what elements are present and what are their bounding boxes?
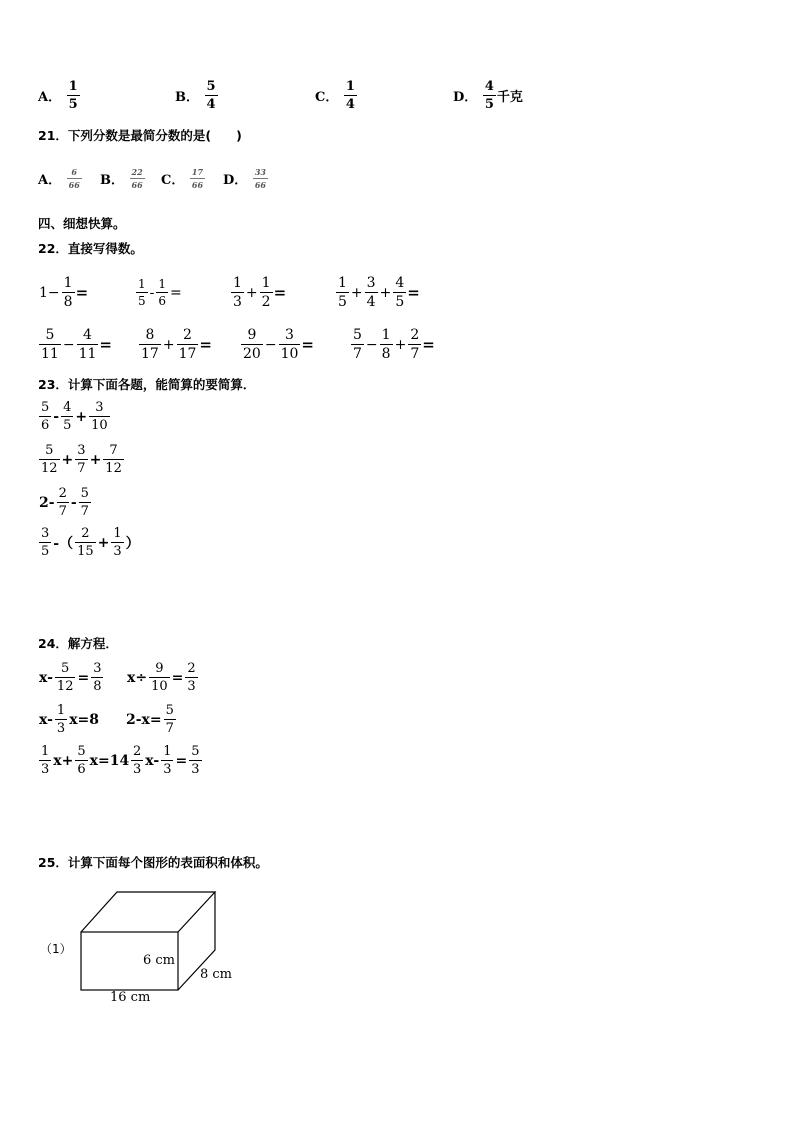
- q21-option-d: D． $\frac{33}{66}$: [223, 167, 266, 190]
- operator: +: [350, 284, 363, 301]
- fraction: $\frac{6}{66}$: [68, 167, 80, 190]
- q20-option-a: [38, 80, 81, 111]
- fraction: $\frac{1}{5}$: [68, 79, 78, 112]
- q24-equation-1: [38, 662, 104, 693]
- operator: =: [175, 752, 188, 769]
- fraction: [279, 328, 301, 361]
- denominator: 10: [280, 346, 299, 362]
- fraction: [149, 662, 170, 693]
- q24-equation-3: [38, 704, 100, 735]
- denominator: 10: [91, 418, 108, 433]
- option-label: D．: [453, 90, 478, 105]
- fraction: [231, 276, 244, 309]
- fraction: [111, 527, 123, 558]
- denominator: 3: [163, 762, 172, 777]
- q22-expr-4: [335, 276, 420, 309]
- denominator: 12: [56, 679, 74, 694]
- fraction: [62, 276, 75, 309]
- fraction: [55, 704, 67, 735]
- fraction: [185, 662, 197, 693]
- operator: +: [379, 284, 392, 301]
- fraction: [161, 745, 173, 776]
- denominator: 2: [261, 294, 271, 310]
- q23-expr-3: [38, 487, 92, 518]
- numerator: 2: [133, 744, 142, 759]
- denominator: 15: [77, 544, 94, 559]
- operator: -: [149, 284, 155, 301]
- operator: x=14: [89, 752, 130, 769]
- numerator: 1: [338, 275, 347, 291]
- q22-expr-6: [138, 328, 212, 361]
- fraction: $\frac{22}{66}$: [131, 167, 143, 190]
- question-23-title: 23．计算下面各题，能简算的要简算．: [38, 377, 256, 392]
- fraction: [39, 444, 60, 475]
- denominator: 5: [338, 294, 347, 310]
- numerator: 3: [95, 400, 104, 415]
- q23-expr-2: [38, 444, 125, 475]
- denominator: 5: [395, 294, 405, 310]
- q24-equation-5: [38, 745, 130, 776]
- equals-sign: =: [422, 335, 435, 354]
- fraction: [136, 278, 148, 307]
- option-label: C．: [315, 90, 339, 105]
- numerator: 5: [77, 744, 86, 759]
- denominator: 12: [105, 461, 122, 476]
- denominator: 10: [151, 679, 168, 694]
- fraction: [55, 662, 76, 693]
- denominator: 5: [63, 418, 72, 433]
- operator: +: [75, 408, 88, 425]
- fraction: [351, 328, 364, 361]
- fraction: [79, 487, 91, 518]
- denominator: 3: [56, 721, 66, 736]
- numerator: 1: [163, 744, 172, 759]
- numerator: 1: [381, 327, 391, 343]
- numerator: 1: [56, 703, 66, 718]
- numerator: 5: [41, 400, 50, 415]
- numerator: 5: [45, 327, 55, 343]
- cuboid-figure: [70, 885, 250, 1010]
- operator: x-: [39, 669, 53, 686]
- numerator: 9: [247, 327, 257, 343]
- fraction: [39, 527, 51, 558]
- numerator: 8: [145, 327, 155, 343]
- fraction: [131, 745, 143, 776]
- option-label: A．: [38, 90, 62, 105]
- denominator: 7: [353, 346, 362, 362]
- q21-option-a: A． $\frac{6}{66}$: [38, 167, 80, 190]
- question-24-title: 24．解方程．: [38, 636, 118, 651]
- numerator: 1: [113, 526, 122, 541]
- numerator: 1: [233, 275, 242, 291]
- fraction: [89, 401, 110, 432]
- denominator: 17: [141, 346, 159, 362]
- operator: +: [394, 336, 407, 353]
- fraction: [393, 276, 406, 309]
- fraction: [260, 276, 273, 309]
- operator: x-: [39, 711, 53, 728]
- numerator: 2: [187, 661, 196, 676]
- numerator: 1: [261, 275, 271, 291]
- denominator: 3: [133, 762, 142, 777]
- operator: 1−: [39, 284, 60, 301]
- denominator: 7: [77, 461, 86, 476]
- height-label: 6 cm: [143, 953, 176, 968]
- fraction: [75, 527, 96, 558]
- denominator: 6: [158, 294, 167, 308]
- numerator: 5: [165, 703, 174, 718]
- fraction: [75, 444, 87, 475]
- q22-expr-7: [240, 328, 314, 361]
- cuboid-top-face: [81, 892, 215, 932]
- operator: +: [162, 336, 175, 353]
- numerator: 2: [183, 327, 192, 343]
- fraction: [380, 328, 393, 361]
- fraction: [177, 328, 199, 361]
- fraction: [408, 328, 421, 361]
- operator: -: [70, 494, 77, 511]
- denominator: 3: [41, 762, 50, 777]
- question-21-title: 21．下列分数是最简分数的是( ): [38, 128, 242, 143]
- equals-sign: =: [99, 335, 112, 354]
- fraction: [139, 328, 161, 361]
- q24-equation-6: [130, 745, 203, 776]
- operator: -: [53, 408, 60, 425]
- operator: 2-: [39, 494, 55, 511]
- equals-sign: =: [301, 335, 314, 354]
- fraction: $\frac{33}{66}$: [254, 167, 266, 190]
- numerator: 2: [58, 486, 67, 501]
- operator: =: [171, 669, 184, 686]
- denominator: 7: [410, 346, 420, 362]
- fraction: [365, 276, 378, 309]
- numerator: 5: [61, 661, 70, 676]
- q20-option-d: [453, 80, 523, 111]
- numerator: 4: [83, 327, 92, 343]
- numerator: 3: [285, 327, 294, 343]
- fraction: [39, 745, 51, 776]
- q20-option-b: [175, 80, 219, 111]
- q23-expr-4: [38, 527, 141, 558]
- denominator: 8: [93, 679, 102, 694]
- equals-sign: =: [273, 283, 287, 302]
- numerator: 1: [138, 277, 146, 291]
- q22-expr-8: [350, 328, 435, 361]
- fraction: [336, 276, 349, 309]
- q20-option-c: [315, 80, 358, 111]
- fraction: [61, 401, 73, 432]
- denominator: 11: [78, 346, 97, 362]
- numerator: 1: [41, 744, 50, 759]
- denominator: 6: [41, 418, 50, 433]
- denominator: 4: [366, 294, 376, 310]
- q21-option-b: B． $\frac{22}{66}$: [100, 167, 143, 190]
- numerator: 9: [155, 661, 164, 676]
- equals-sign: =: [75, 283, 89, 302]
- denominator: 8: [381, 346, 391, 362]
- fraction: [189, 745, 201, 776]
- operator: −: [264, 336, 277, 353]
- operator: −: [365, 336, 378, 353]
- numerator: 1: [63, 275, 73, 291]
- equals-sign: =: [170, 284, 182, 301]
- fraction: $\frac{1}{4}$: [345, 79, 355, 112]
- q21-option-c: C． $\frac{17}{66}$: [161, 167, 204, 190]
- denominator: 8: [63, 294, 73, 310]
- numerator: 4: [63, 400, 72, 415]
- denominator: 7: [165, 721, 174, 736]
- operator: +: [61, 451, 74, 468]
- length-label: 16 cm: [110, 990, 151, 1005]
- numerator: 3: [41, 526, 50, 541]
- denominator: 12: [41, 461, 58, 476]
- question-25-title: 25．计算下面每个图形的表面积和体积。: [38, 855, 268, 870]
- numerator: 2: [410, 327, 420, 343]
- operator: ）: [125, 535, 140, 552]
- numerator: 1: [158, 277, 167, 291]
- numerator: 5: [191, 744, 200, 759]
- fraction: [156, 278, 168, 307]
- fraction: [103, 444, 124, 475]
- equals-sign: =: [407, 283, 420, 302]
- operator: x=8: [69, 711, 100, 728]
- denominator: 3: [187, 679, 196, 694]
- denominator: 3: [233, 294, 242, 310]
- operator: x+: [53, 752, 74, 769]
- numerator: 3: [366, 275, 376, 291]
- operator: −: [62, 336, 75, 353]
- fraction: [77, 328, 99, 361]
- denominator: 7: [58, 504, 67, 519]
- denominator: 20: [243, 346, 261, 362]
- fraction: [75, 745, 87, 776]
- numerator: 3: [93, 661, 102, 676]
- numerator: 5: [45, 443, 54, 458]
- q22-expr-2: [135, 278, 183, 307]
- unit-label: 千克: [496, 90, 523, 105]
- numerator: 5: [80, 486, 89, 501]
- fraction: $\frac{4}{5}$: [484, 79, 494, 112]
- q24-equation-2: [126, 662, 199, 693]
- depth-label: 8 cm: [200, 967, 233, 982]
- q23-expr-1: [38, 401, 111, 432]
- numerator: 2: [81, 526, 90, 541]
- numerator: 4: [395, 275, 405, 291]
- denominator: 6: [77, 762, 86, 777]
- operator: +: [89, 451, 102, 468]
- denominator: 3: [113, 544, 122, 559]
- fraction: [57, 487, 69, 518]
- denominator: 5: [41, 544, 50, 559]
- numerator: 3: [77, 443, 86, 458]
- numerator: 7: [109, 443, 118, 458]
- operator: +: [245, 284, 258, 301]
- denominator: 3: [191, 762, 200, 777]
- q24-equation-4: [125, 704, 177, 735]
- operator: +: [97, 534, 110, 551]
- operator: -（: [53, 535, 74, 552]
- q22-expr-5: [38, 328, 112, 361]
- operator: =: [77, 669, 90, 686]
- operator: 2-x=: [126, 711, 162, 728]
- fraction: [91, 662, 103, 693]
- fraction: [241, 328, 263, 361]
- fraction: [39, 401, 51, 432]
- denominator: 11: [41, 346, 59, 362]
- fraction: $\frac{5}{4}$: [206, 79, 216, 112]
- section-4-heading: 四、细想快算。: [38, 216, 126, 231]
- option-label: B．: [175, 90, 199, 105]
- denominator: 5: [138, 294, 146, 308]
- q22-expr-3: [230, 276, 286, 309]
- fraction: $\frac{17}{66}$: [191, 167, 204, 190]
- question-22-title: 22．直接写得数。: [38, 241, 143, 256]
- denominator: 7: [80, 504, 89, 519]
- equals-sign: =: [199, 335, 212, 354]
- q22-expr-1: [38, 276, 88, 309]
- operator: x÷: [127, 669, 148, 686]
- figure-label: （1）: [40, 942, 72, 956]
- numerator: 5: [353, 327, 362, 343]
- fraction: [39, 328, 61, 361]
- operator: x-: [145, 752, 160, 769]
- denominator: 17: [178, 346, 197, 362]
- fraction: [164, 704, 176, 735]
